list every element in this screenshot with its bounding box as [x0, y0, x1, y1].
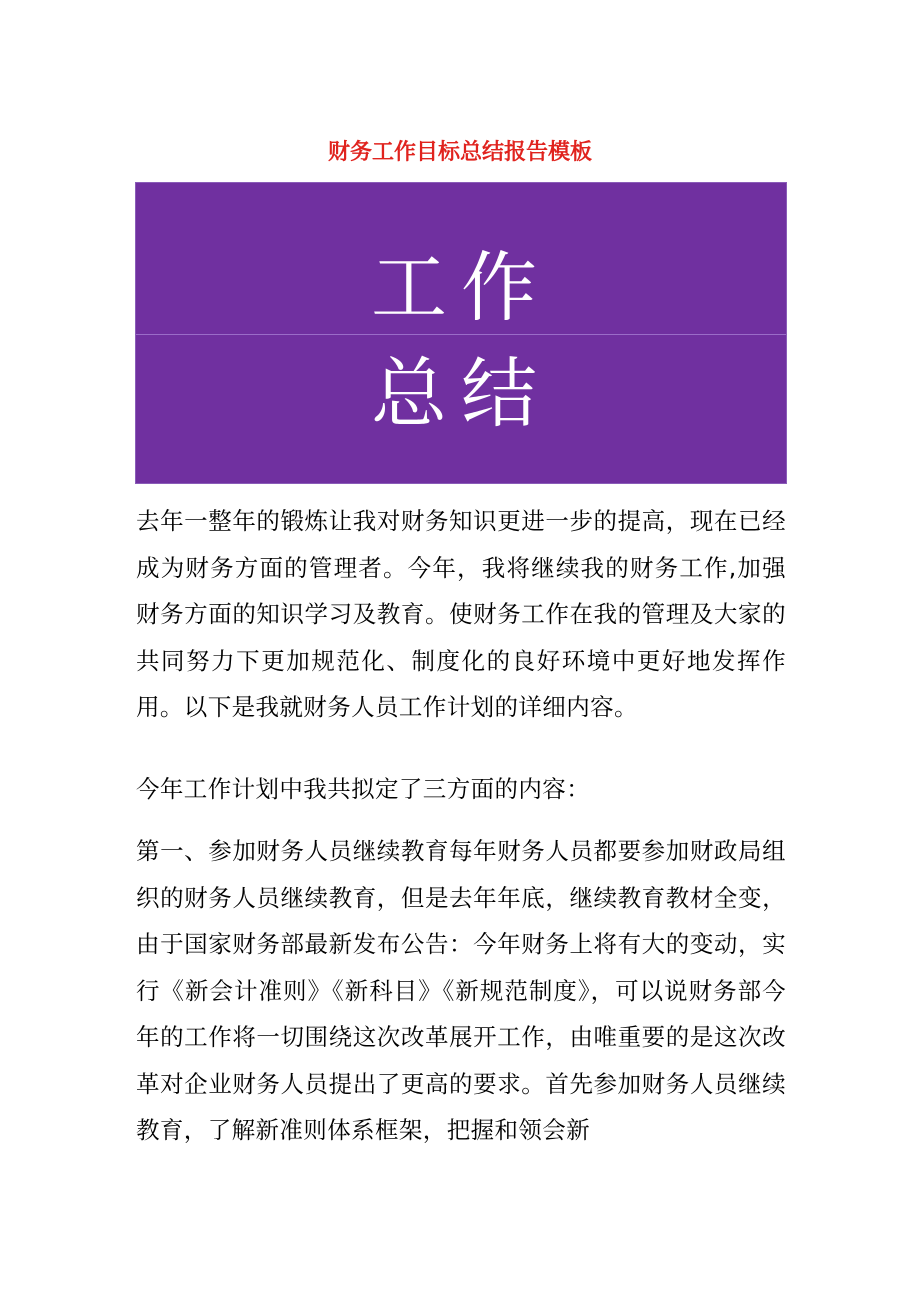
title-banner: [135, 182, 787, 484]
banner-line-work: 工作: [371, 243, 551, 332]
document-title: 财务工作目标总结报告模板: [327, 140, 592, 165]
paragraph-intro: 去年一整年的锻炼让我对财务知识更进一步的提高，现在已经成为财务方面的管理者。今年，我将继续我的财务工作,加强财务方面的知识学习及教育。使财务工作在我的管理及大家的共同努力下更加规范化、制度化的良好环境中更好地发挥作用。以下是我就财务人员工作计划的详细内容。: [136, 507, 786, 721]
paragraph-first-item: 第一、参加财务人员继续教育每年财务人员都要参加财政局组织的财务人员继续教育，但是去年年底，继续教育教材全变，由于国家财务部最新发布公告：今年财务上将有大的变动，实行《新会计准则》《新科目》《新规范制度》，可以说财务部今年的工作将一切围绕这次改革展开工作，由唯重要的是这次改革对企业财务人员提出了更高的要求。首先参加财务人员继续教育，了解新准则体系框架，把握和领会新: [136, 837, 786, 1144]
paragraph-plan-overview: 今年工作计划中我共拟定了三方面的内容：: [136, 775, 591, 803]
banner-divider: [136, 334, 786, 335]
banner-line-summary: 总结: [371, 349, 551, 438]
